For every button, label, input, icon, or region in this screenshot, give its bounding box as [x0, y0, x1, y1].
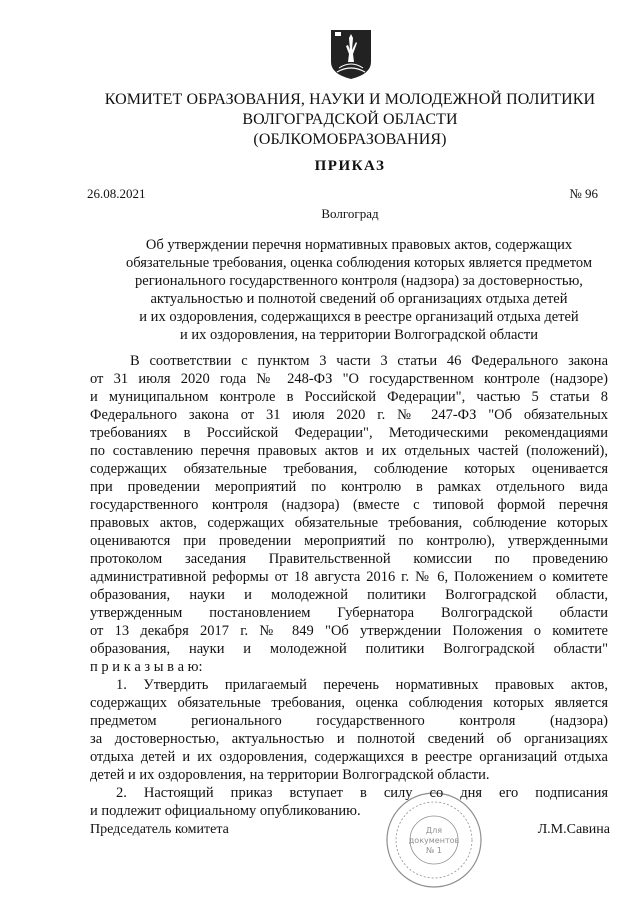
preamble-line: по составлению перечня правовых актов и их отдельных частей (положений),: [90, 443, 608, 459]
item-1-line: 1. Утвердить прилагаемый перечень нормативных правовых актов,: [116, 677, 608, 693]
organization-abbreviation: (ОБЛКОМОБРАЗОВАНИЯ): [253, 131, 447, 148]
preamble-line: В соответствии с пунктом 3 части 3 статьи 46 Федерального закона: [130, 353, 608, 369]
subject-line: и их оздоровления, на территории Волгоградской области: [180, 327, 538, 343]
volgograd-coat-of-arms-icon: [329, 28, 373, 80]
subject-line: обязательные требования, оценка соблюдения которых является предметом: [125, 255, 593, 271]
item-1-line: за достоверностью, актуальностью и полнотой сведений об организациях: [90, 731, 608, 747]
document-subject: [90, 236, 628, 344]
preamble-line: и муниципальном контроле в Российской Федерации", частью 5 статьи 8: [90, 389, 608, 405]
document-type: ПРИКАЗ: [314, 158, 386, 174]
preamble-line: протоколом заседания Правительственной комиссии по проведению: [90, 551, 608, 567]
preamble-line: образования, науки и молодежной политики Волгоградской области": [90, 641, 608, 657]
preamble-line: государственного контроля (надзора) (вместе с типовой формой перечня: [90, 497, 608, 513]
preamble-line: требованиях в Российской Федерации", Методическими рекомендациями: [90, 425, 608, 441]
subject-line: актуальностью и полнотой сведений об организациях отдыха детей: [150, 291, 568, 307]
preamble-line: от 13 декабря 2017 г. № 849 "Об утверждении Положения о комитете: [90, 623, 608, 639]
subject-line: и их оздоровления, содержащихся в реестре организаций отдыха детей: [139, 309, 579, 325]
organization-name-line-1: КОМИТЕТ ОБРАЗОВАНИЯ, НАУКИ И МОЛОДЕЖНОЙ ПОЛИТИКИ: [104, 91, 596, 108]
preamble-line: оцениваются при проведении мероприятий по контролю), утвержденными: [90, 533, 608, 549]
order-word: п р и к а з ы в а ю:: [90, 659, 203, 675]
item-2-line: и подлежит официальному опубликованию.: [90, 803, 361, 819]
item-2-line: 2. Настоящий приказ вступает в силу со дня его подписания: [116, 785, 608, 801]
item-1-line: отдыха детей и их оздоровления, содержащихся в реестре организаций отдыха: [90, 749, 608, 765]
preamble-line: содержащих обязательные требования, соблюдение которых оценивается: [90, 461, 608, 477]
preamble-line: административной реформы от 18 августа 2016 г. № 6, Положением о комитете: [90, 569, 608, 585]
document-date: 26.08.2021: [87, 186, 146, 201]
item-1-line: детей и их оздоровления, на территории Волгоградской области.: [90, 767, 490, 783]
preamble-line: от 31 июля 2020 года № 248-ФЗ "О государственном контроле (надзоре): [90, 371, 608, 387]
preamble-line: при проведении мероприятий по контролю в рамках отдельного вида: [90, 479, 608, 495]
official-stamp: [384, 790, 484, 890]
document-city: Волгоград: [321, 206, 379, 221]
preamble-line: образования, науки и молодежной политики Волгоградской области,: [90, 587, 608, 603]
organization-name-line-2: ВОЛГОГРАДСКОЙ ОБЛАСТИ: [242, 111, 458, 128]
signatory-title: Председатель комитета: [90, 822, 229, 837]
item-1-line: предметом регионального государственного контроля (надзора): [90, 713, 608, 729]
stamp-text-line: Для: [425, 826, 443, 835]
signatory-name: Л.М.Савина: [537, 822, 610, 837]
preamble-line: правовых актов, содержащих обязательные требования, соблюдение которых: [90, 515, 608, 531]
preamble-line: утвержденным постановлением Губернатора Волгоградской области: [90, 605, 608, 621]
document-number: № 96: [569, 186, 598, 201]
preamble-line: Федерального закона от 31 июля 2020 г. № 247-ФЗ "Об обязательных: [90, 407, 608, 423]
stamp-text-line: № 1: [426, 846, 442, 855]
subject-line: регионального государственного контроля (надзора) за достоверностью,: [135, 273, 583, 289]
document-body: [90, 352, 608, 820]
subject-line: Об утверждении перечня нормативных правовых актов, содержащих: [145, 237, 573, 253]
stamp-text-line: документов: [408, 836, 460, 845]
item-1-line: содержащих обязательные требования, оценка соблюдения которых является: [90, 695, 608, 711]
